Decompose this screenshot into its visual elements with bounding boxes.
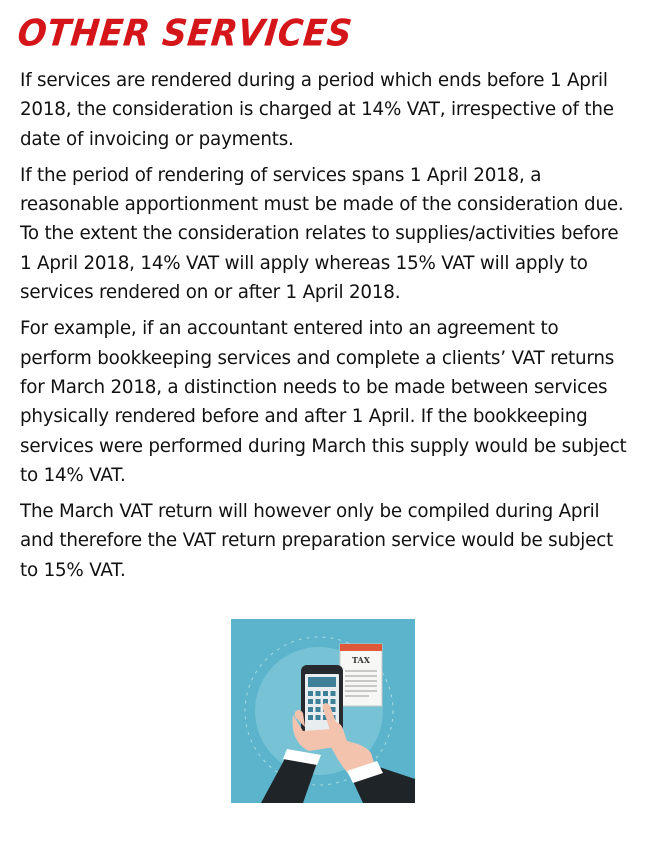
paragraph-march-return: The March VAT return will however only be compiled during April and therefore the VAT return preparation service would be subject to 15% VAT. [20, 501, 614, 581]
section-heading: OTHER SERVICES [15, 12, 355, 56]
paragraph-period-ends: If services are rendered during a period which ends before 1 April 2018, the consideration is charged at 14% VAT, irrespective of the date of invoicing or payments. [20, 70, 614, 150]
tax-calculator-icon [231, 619, 415, 803]
paragraph-example: For example, if an accountant entered into an agreement to perform bookkeeping services and complete a clients’ VAT returns for March 2018, a distinction needs to be made between services physically rendered before and after 1 April. If the bookkeeping services were performed during March this supply would be subject to 14% VAT. [20, 318, 627, 486]
document-header [340, 644, 382, 651]
tax-calculator-illustration [231, 619, 415, 803]
body-text [20, 66, 632, 592]
document-label: TAX [352, 655, 370, 665]
tax-document [340, 644, 382, 706]
paragraph-period-spans: If the period of rendering of services spans 1 April 2018, a reasonable apportionment must be made of the consideration due. To the extent the consideration relates to supplies/activities before 1 April 2018, 14% VAT will apply whereas 15% VAT will apply to services rendered on or after 1 April 2018. [20, 164, 624, 304]
